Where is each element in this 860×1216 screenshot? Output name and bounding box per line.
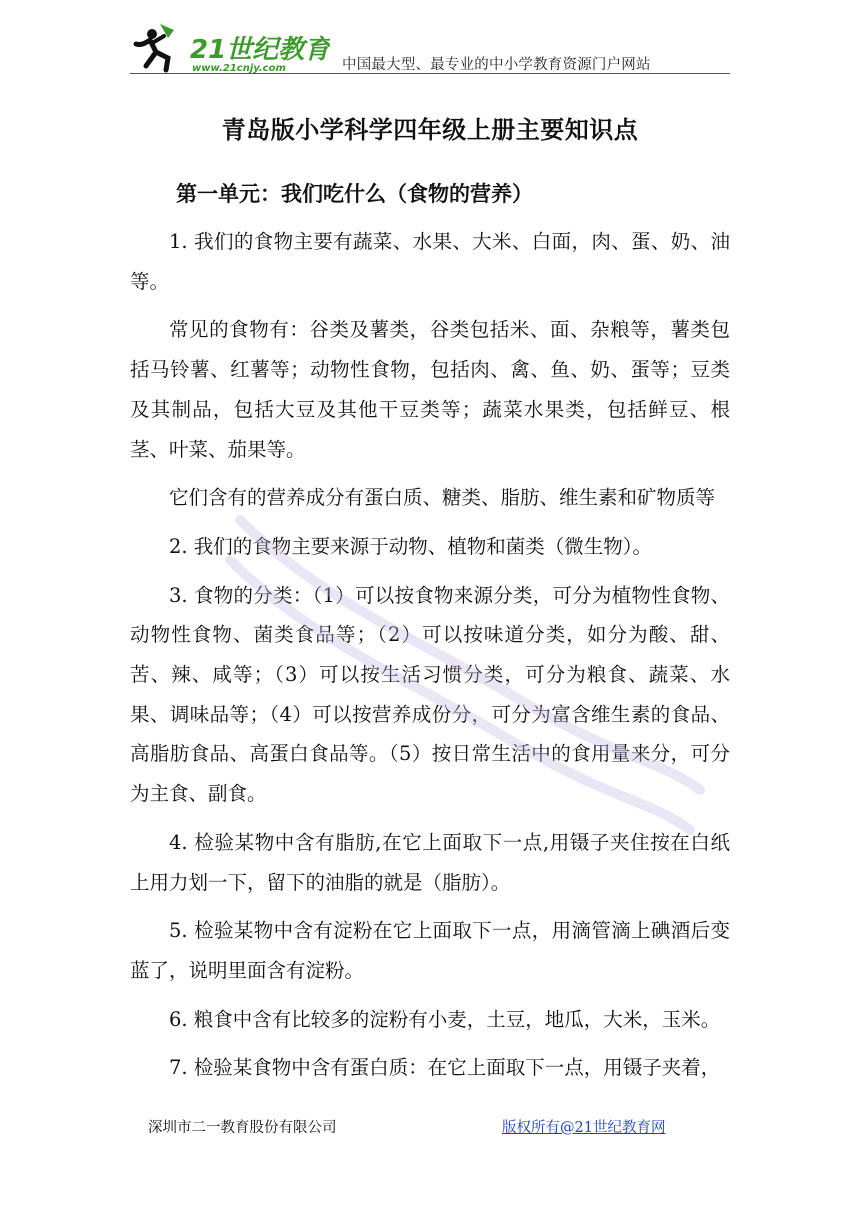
unit-heading: 第一单元：我们吃什么（食物的营养） [176, 181, 533, 206]
paragraph: 7. 检验某食物中含有蛋白质：在它上面取下一点，用镊子夹着， [169, 1056, 721, 1080]
document-title: 青岛版小学科学四年级上册主要知识点 [221, 115, 639, 144]
logo-url: www.21cnjy.com [192, 63, 286, 74]
paragraph: 常见的食物有：谷类及薯类，谷类包括米、面、杂粮等，薯类包括马铃薯、红薯等；动物性食物，包括肉、禽、鱼、奶、蛋等；豆类及其制品，包括大豆及其他干豆类等；蔬菜水果类，包括鲜豆、根茎、叶菜、茄果等。 [130, 318, 730, 461]
document-body [130, 222, 730, 1097]
paragraph: 1. 我们的食物主要有蔬菜、水果、大米、白面，肉、蛋、奶、油等。 [130, 230, 730, 293]
paragraph: 它们含有的营养成分有蛋白质、糖类、脂肪、维生素和矿物质等 [169, 486, 716, 510]
footer-company: 深圳市二一教育股份有限公司 [148, 1120, 337, 1136]
site-tagline: 中国最大型、最专业的中小学教育资源门户网站 [342, 57, 651, 73]
header-divider [130, 73, 730, 74]
logo-text: 21世纪教育 [190, 35, 330, 65]
page-header [130, 20, 730, 76]
paragraph: 6. 粮食中含有比较多的淀粉有小麦，土豆，地瓜，大米，玉米。 [169, 1007, 721, 1031]
site-logo [130, 20, 330, 74]
runner-icon [136, 24, 174, 70]
paragraph: 4. 检验某物中含有脂肪,在它上面取下一点,用镊子夹住按在白纸上用力划一下，留下的油脂的就是（脂肪）。 [130, 830, 730, 894]
copyright-link[interactable]: 版权所有@21世纪教育网 [502, 1120, 666, 1136]
paragraph: 2. 我们的食物主要来源于动物、植物和菌类（微生物）。 [169, 534, 653, 558]
paragraph: 5. 检验某物中含有淀粉在它上面取下一点，用滴管滴上碘酒后变蓝了，说明里面含有淀粉。 [130, 919, 730, 982]
paragraph: 3. 食物的分类：（1）可以按食物来源分类，可分为植物性食物、动物性食物、菌类食品等；（2）可以按味道分类，如分为酸、甜、苦、辣、咸等；（3）可以按生活习惯分类，可分为粮食、蔬菜、水果、调味品等；（4）可以按营养成份分，可分为富含维生素的食品、高脂肪食品、高蛋白食品等。（5）按日常生活中的食用量来分，可分为主食、副食。 [130, 583, 730, 806]
